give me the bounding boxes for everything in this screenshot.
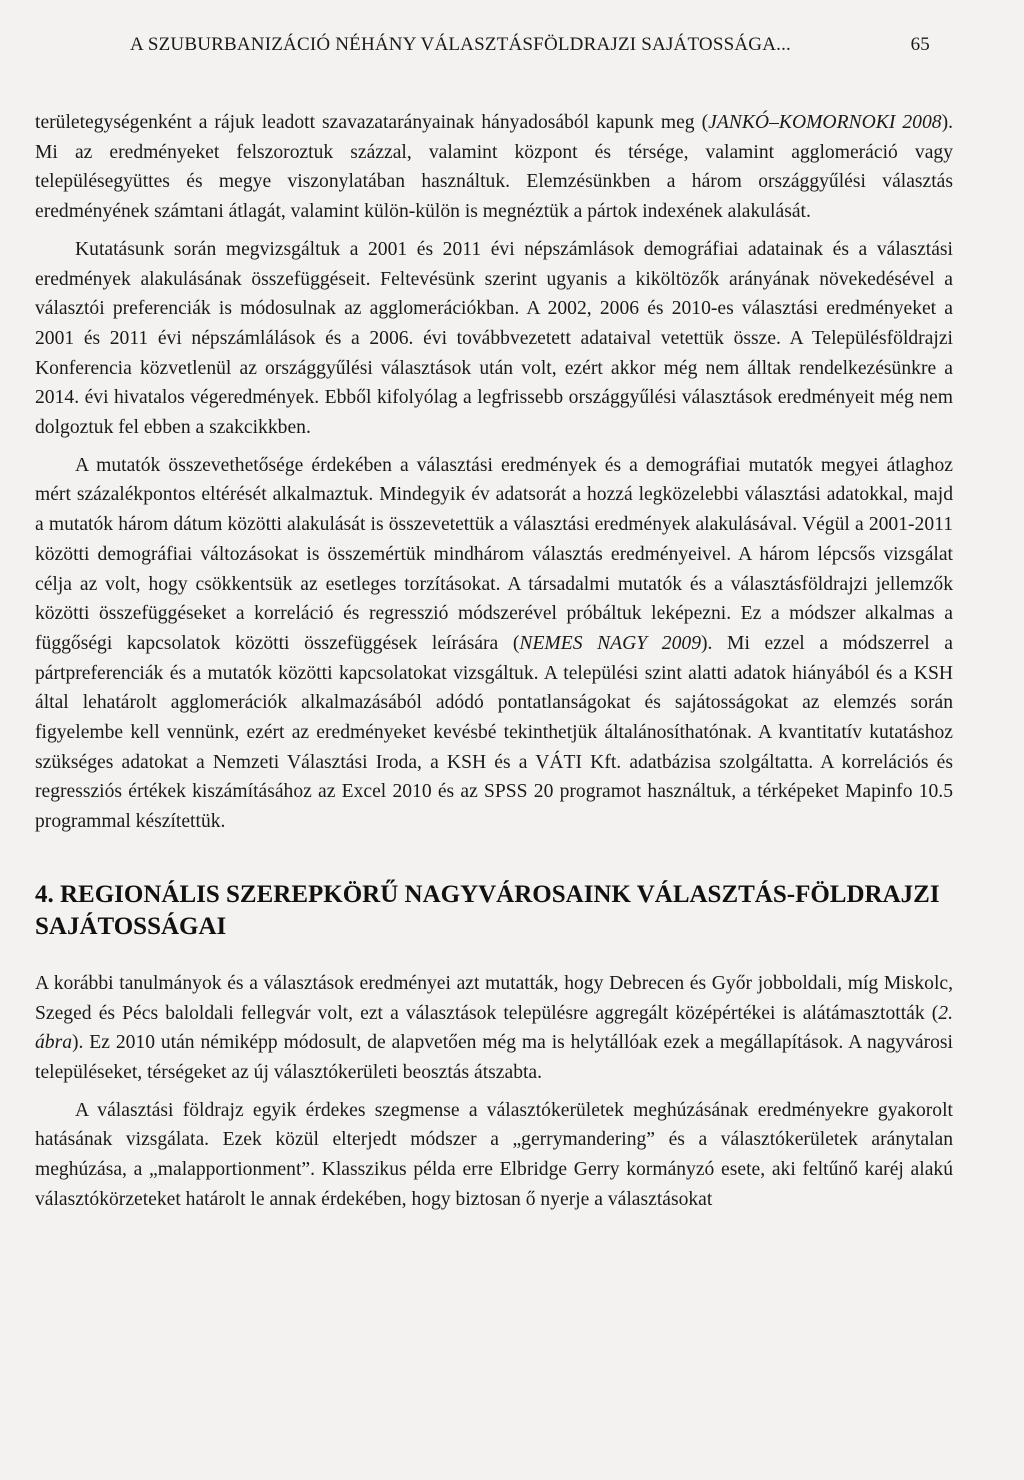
paragraph-4-text-a: A korábbi tanulmányok és a választások eredményei azt mutatták, hogy Debrecen és Győr jobboldali, míg Miskolc, Szeged és Pécs baloldali fellegvár volt, ezt a választások településre aggregált középértékei is alátámasztották (	[35, 972, 953, 1024]
citation-nemes-nagy: NEMES NAGY 2009	[519, 632, 701, 654]
paragraph-3-text-b: ). Mi ezzel a módszerrel a pártpreferenciák és a mutatók közötti kapcsolatokat vizsgáltuk. A települési szint alatti adatok hiányából és a KSH által lehatárolt agglomerációk alkalmazásából adódó pontatlanságokat és sajátosságokat az elemzés során figyelembe kell vennünk, ezért az eredményeket kevésbé tekinthetjük általánosíthatónak. A kvantitatív kutatáshoz szükséges adatokat a Nemzeti Választási Iroda, a KSH és a VÁTI Kft. adatbázisa szolgáltatta. A korrelációs és regressziós értékek kiszámításához az Excel 2010 és az SPSS 20 programot használtuk, a térképeket Mapinfo 10.5 programmal készítettük.	[35, 632, 953, 833]
paragraph-1-text-b: ). Mi az eredményeket felszoroztuk százzal, valamint központ és térsége, valamint agglomeráció vagy településegyüttes és megye viszonylatában használtuk. Elemzésünkben a három országgyűlési választás eredményének számtani átlagát, valamint külön-külön is megnéztük a pártok indexének alakulását.	[35, 112, 953, 223]
paragraph-1-text-a: területegységenként a rájuk leadott szavazatarányainak hányadosából kapunk meg (	[35, 112, 709, 133]
paragraph-4-text-b: ). Ez 2010 után némiképp módosult, de alapvetően még ma is helytállóak ezek a megállapítások. A nagyvárosi településeket, térségeket az új választókerületi beosztás átszabta.	[35, 1032, 953, 1083]
figure-reference: 2. ábra	[35, 1002, 953, 1054]
page-body	[35, 108, 953, 1215]
paragraph-1	[35, 108, 953, 227]
paragraph-3-text-a: A mutatók összevethetősége érdekében a választási eredmények és a demográfiai mutatók megyei átlaghoz mért százalékpontos eltérését alkalmaztuk. Mindegyik év adatsorát a hozzá legközelebbi választási adatokkal, majd a mutatók három dátum közötti alakulását is összevetettük a választási eredmények alakulásával. Végül a 2001-2011 közötti demográfiai változásokat is összemértük mindhárom választás eredményeivel. A három lépcsős vizsgálat célja az volt, hogy csökkentsük az esetleges torzításokat. A társadalmi mutatók és a választásföldrajzi jellemzők közötti összefüggéseket a korreláció és regresszió módszerével próbáltuk leképezni. Ez a módszer alkalmas a függőségi kapcsolatok közötti összefüggések leírására (	[35, 454, 953, 654]
citation-janko-komornoki: JANKÓ–KOMORNOKI 2008	[708, 112, 942, 133]
running-header	[130, 34, 930, 56]
section-heading: 4. REGIONÁLIS SZEREPKÖRŰ NAGYVÁROSAINK VÁLASZTÁS-FÖLDRAJZI SAJÁTOSSÁGAI	[35, 880, 940, 940]
paragraph-2: Kutatásunk során megvizsgáltuk a 2001 és 2011 évi népszámlások demográfiai adatainak és a választási eredmények alakulásának összefüggéseit. Feltevésünk szerint ugyanis a kiköltözők arányának növekedésével a választói preferenciák is módosulnak az agglomerációkban. A 2002, 2006 és 2010-es választási eredményeket a 2001 és 2011 évi népszámlálások és a 2006. évi továbbvezetett adataival vetettük össze. A Településföldrajzi Konferencia közvetlenül az országgyűlési választások után volt, ezért akkor még nem álltak rendelkezésünkre a 2014. évi hivatalos végeredmények. Ebből kifolyólag a legfrissebb országgyűlési választások eredményeit még nem dolgoztuk fel ebben a szakcikkben.	[35, 238, 953, 439]
paragraph-3	[35, 451, 953, 837]
paragraph-5: A választási földrajz egyik érdekes szegmense a választókerületek meghúzásának eredményekre gyakorolt hatásának vizsgálata. Ezek közül elterjedt módszer a „gerrymandering” és a választókerületek aránytalan meghúzása, a „malapportionment”. Klasszikus példa erre Elbridge Gerry kormányzó esete, aki feltűnő karéj alakú választókörzeteket határolt le annak érdekében, hogy biztosan ő nyerje a választásokat	[35, 1099, 953, 1210]
paragraph-4	[35, 969, 953, 1088]
page-number: 65	[910, 34, 930, 55]
running-title: A SZUBURBANIZÁCIÓ NÉHÁNY VÁLASZTÁSFÖLDRAJZI SAJÁTOSSÁGA...	[130, 34, 791, 55]
